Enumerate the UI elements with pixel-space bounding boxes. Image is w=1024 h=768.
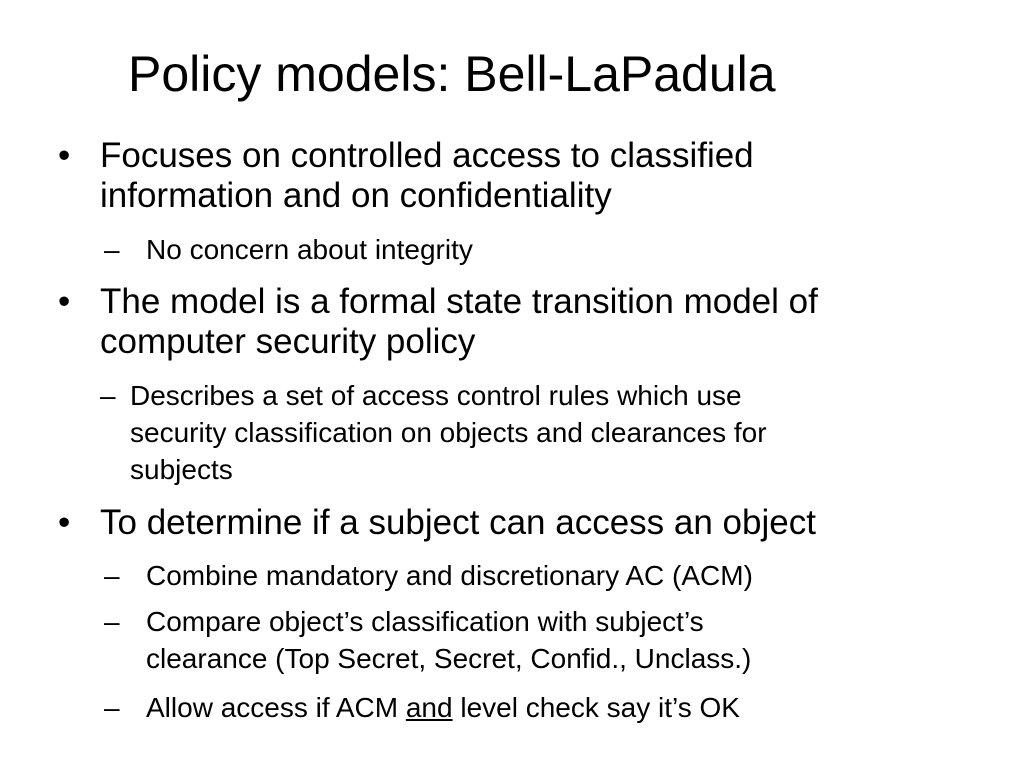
sub-bullet-text-line (146, 689, 740, 726)
bullet-item (58, 282, 818, 362)
sub-bullet-item (104, 603, 752, 677)
sub-bullet-text-line: No concern about integrity (146, 234, 473, 265)
text-segment: Allow access if ACM (146, 692, 406, 723)
sub-bullet-item (104, 557, 753, 594)
bullet-text-line: To determine if a subject can access an object (100, 503, 816, 542)
bullet-text-line: The model is a formal state transition model of (100, 282, 818, 321)
bullet-marker: • (58, 136, 71, 175)
sub-bullet-text-line: Compare object’s classification with subject’s (146, 606, 704, 637)
sub-bullet-text-line: Combine mandatory and discretionary AC (ACM) (146, 560, 753, 591)
dash-marker: – (104, 560, 120, 591)
sub-bullet-text-line: Describes a set of access control rules which use (130, 380, 742, 411)
underlined-text: and (405, 692, 453, 723)
bullet-marker: • (58, 282, 71, 321)
dash-marker: – (100, 380, 116, 411)
bullet-item (58, 136, 754, 216)
bullet-item (58, 503, 816, 543)
slide-title: Policy models: Bell-LaPadula (128, 46, 776, 102)
bullet-text-line: information and on confidentiality (100, 176, 612, 215)
bullet-marker: • (58, 503, 71, 542)
text-segment: level check say it’s OK (452, 692, 740, 723)
dash-marker: – (104, 234, 120, 265)
dash-marker: – (104, 692, 120, 723)
sub-bullet-text-line: clearance (Top Secret, Secret, Confid., Unclass.) (146, 643, 752, 674)
sub-bullet-item (104, 689, 740, 726)
sub-bullet-text-line: security classification on objects and clearances for (130, 417, 767, 448)
sub-bullet-item (100, 377, 767, 488)
bullet-text-line: computer security policy (100, 322, 476, 361)
bullet-text-line: Focuses on controlled access to classified (100, 136, 754, 175)
sub-bullet-text-line: subjects (130, 454, 233, 485)
dash-marker: – (104, 606, 120, 637)
sub-bullet-item (104, 231, 473, 268)
